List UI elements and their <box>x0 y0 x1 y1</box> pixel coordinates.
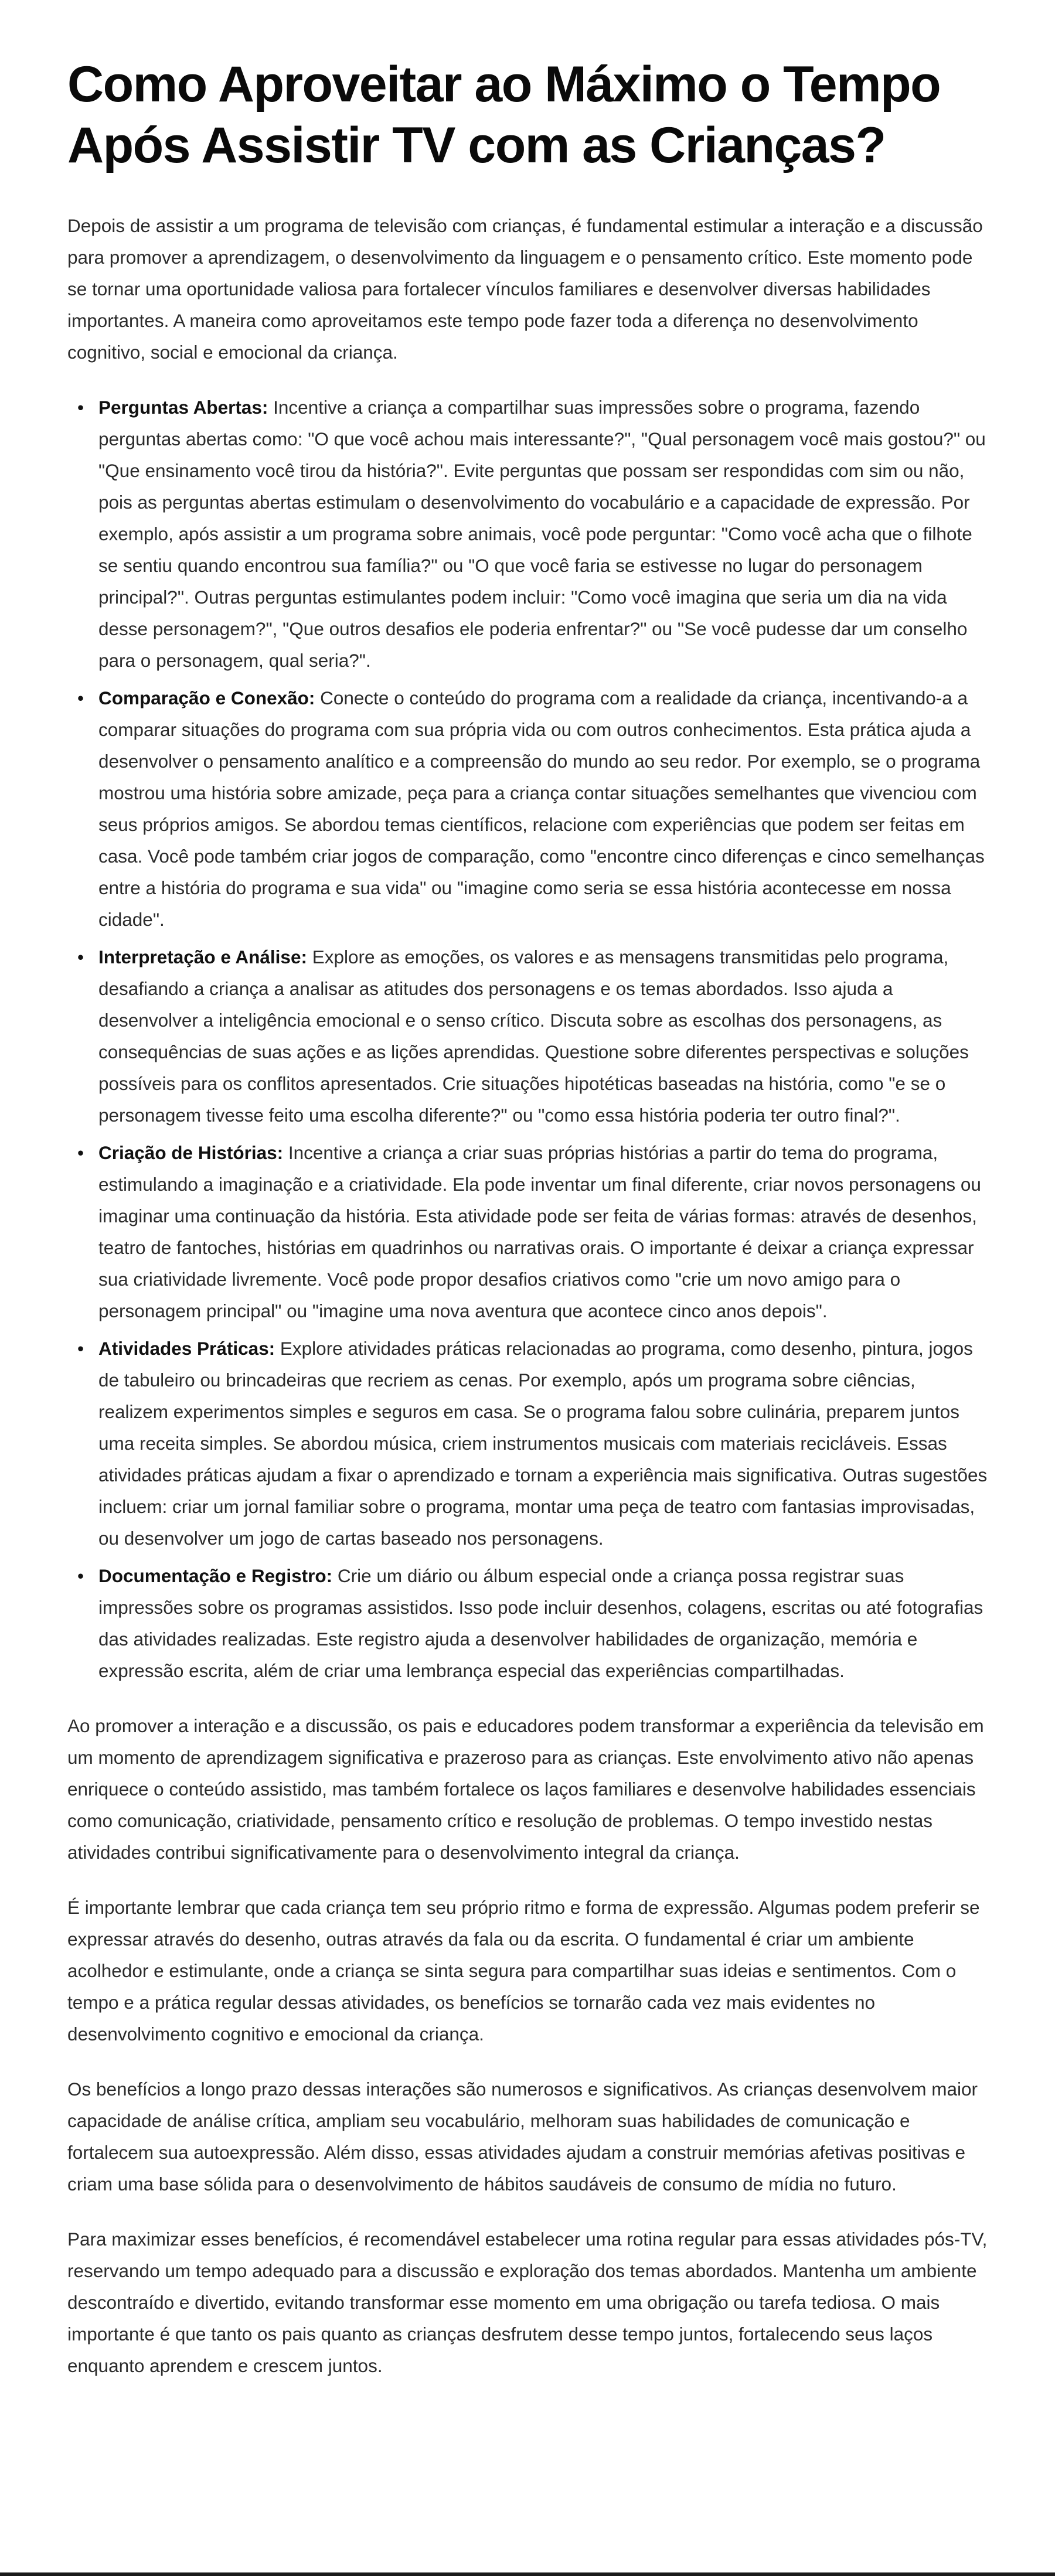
article <box>67 54 989 2405</box>
item-text: Explore atividades práticas relacionadas ao programa, como desenho, pintura, jogos de tabuleiro ou brincadeiras que recriem as cenas. Por exemplo, após um programa sobre ciências, realizem experimentos simples e seguros em casa. Se o programa falou sobre culinária, preparem juntos uma receita simples. Se abordou música, criem instrumentos musicais com materiais recicláveis. Essas atividades práticas ajudam a fixar o aprendizado e tornam a experiência mais significativa. Outras sugestões incluem: criar um jornal familiar sobre o programa, montar uma peça de teatro com fantasias improvisadas, ou desenvolver um jogo de cartas baseado nos personagens. <box>98 1338 988 1549</box>
item-text: Incentive a criança a compartilhar suas impressões sobre o programa, fazendo perguntas abertas como: "O que você achou mais interessante?", "Qual personagem você mais gostou?" ou "Que ensinamento você tirou da história?". Evite perguntas que possam ser respondidas com sim ou não, pois as perguntas abertas estimulam o desenvolvimento do vocabulário e a capacidade de expressão. Por exemplo, após assistir a um programa sobre animais, você pode perguntar: "Como você acha que o filhote se sentiu quando encontrou sua família?" ou "O que você faria se estivesse no lugar do personagem principal?". Outras perguntas estimulantes podem incluir: "Como você imagina que seria um dia na vida desse personagem?", "Que outros desafios ele poderia enfrentar?" ou "Se você pudesse dar um conselho para o personagem, qual seria?". <box>98 397 986 671</box>
item-label: Documentação e Registro: <box>98 1565 333 1586</box>
bottom-divider <box>0 2572 1055 2576</box>
list-item <box>77 1560 989 1686</box>
list-item <box>77 1333 989 1554</box>
bullet-icon: • <box>77 397 84 418</box>
list-item <box>77 682 989 935</box>
body-paragraph: Ao promover a interação e a discussão, os pais e educadores podem transformar a experiência da televisão em um momento de aprendizagem significativa e prazeroso para as crianças. Este envolvimento ativo não apenas enriquece o conteúdo assistido, mas também fortalece os laços familiares e desenvolve habilidades essenciais como comunicação, criatividade, pensamento crítico e resolução de problemas. O tempo investido nestas atividades contribui significativamente para o desenvolvimento integral da criança. <box>67 1715 984 1863</box>
item-label: Interpretação e Análise: <box>98 946 307 967</box>
intro-paragraph: Depois de assistir a um programa de televisão com crianças, é fundamental estimular a interação e a discussão para promover a aprendizagem, o desenvolvimento da linguagem e o pensamento crítico. Este momento pode se tornar uma oportunidade valiosa para fortalecer vínculos familiares e desenvolver diversas habilidades importantes. A maneira como aproveitamos este tempo pode fazer toda a diferença no desenvolvimento cognitivo, social e emocional da criança. <box>67 215 983 363</box>
bullet-icon: • <box>77 687 84 708</box>
list-item <box>77 391 989 676</box>
bullet-icon: • <box>77 1338 84 1359</box>
item-label: Comparação e Conexão: <box>98 687 315 708</box>
page-title: Como Aproveitar ao Máximo o Tempo Após Assistir TV com as Crianças? <box>67 56 941 173</box>
item-text: Incentive a criança a criar suas próprias histórias a partir do tema do programa, estimulando a imaginação e a criatividade. Ela pode inventar um final diferente, criar novos personagens ou imaginar uma continuação da história. Esta atividade pode ser feita de várias formas: através de desenhos, teatro de fantoches, histórias em quadrinhos ou narrativas orais. O importante é deixar a criança expressar sua criatividade livremente. Você pode propor desafios criativos como "crie um novo amigo para o personagem principal" ou "imagine uma nova aventura que acontece cinco anos depois". <box>98 1142 981 1321</box>
tips-list <box>67 391 989 1686</box>
item-text: Conecte o conteúdo do programa com a realidade da criança, incentivando-a a comparar situações do programa com sua própria vida ou com outros conhecimentos. Esta prática ajuda a desenvolver o pensamento analítico e a compreensão do mundo ao seu redor. Por exemplo, se o programa mostrou uma história sobre amizade, peça para a criança contar situações semelhantes que vivenciou com seus próprios amigos. Se abordou temas científicos, relacione com experiências que podem ser feitas em casa. Você pode também criar jogos de comparação, como "encontre cinco diferenças e cinco semelhanças entre a história do programa e sua vida" ou "imagine como seria se essa história acontecesse em nossa cidade". <box>98 687 985 930</box>
list-item <box>77 1137 989 1327</box>
bullet-icon: • <box>77 946 84 967</box>
item-text: Explore as emoções, os valores e as mensagens transmitidas pelo programa, desafiando a criança a analisar as atitudes dos personagens e os temas abordados. Isso ajuda a desenvolver a inteligência emocional e o senso crítico. Discuta sobre as escolhas dos personagens, as consequências de suas ações e as lições aprendidas. Questione sobre diferentes perspectivas e soluções possíveis para os conflitos apresentados. Crie situações hipotéticas baseadas na história, como "e se o personagem tivesse feito uma escolha diferente?" ou "como essa história poderia ter outro final?". <box>98 946 969 1126</box>
item-label: Perguntas Abertas: <box>98 397 268 418</box>
item-text: Crie um diário ou álbum especial onde a criança possa registrar suas impressões sobre os programas assistidos. Isso pode incluir desenhos, colagens, escritas ou até fotografias das atividades realizadas. Este registro ajuda a desenvolver habilidades de organização, memória e expressão escrita, além de criar uma lembrança especial das experiências compartilhadas. <box>98 1565 983 1681</box>
item-label: Atividades Práticas: <box>98 1338 275 1359</box>
body-paragraph: Para maximizar esses benefícios, é recomendável estabelecer uma rotina regular para essas atividades pós-TV, reservando um tempo adequado para a discussão e exploração dos temas abordados. Mantenha um ambiente descontraído e divertido, evitando transformar esse momento em uma obrigação ou tarefa tediosa. O mais importante é que tanto os pais quanto as crianças desfrutem desse tempo juntos, fortalecendo seus laços enquanto aprendem e crescem juntos. <box>67 2229 988 2376</box>
bullet-icon: • <box>77 1142 84 1163</box>
item-label: Criação de Histórias: <box>98 1142 284 1163</box>
bullet-icon: • <box>77 1565 84 1586</box>
list-item <box>77 941 989 1131</box>
body-paragraph: Os benefícios a longo prazo dessas interações são numerosos e significativos. As crianças desenvolvem maior capacidade de análise crítica, ampliam seu vocabulário, melhoram suas habilidades de comunicação e fortalecem sua autoexpressão. Além disso, essas atividades ajudam a construir memórias afetivas positivas e criam uma base sólida para o desenvolvimento de hábitos saudáveis de consumo de mídia no futuro. <box>67 2078 978 2195</box>
body-paragraph: É importante lembrar que cada criança tem seu próprio ritmo e forma de expressão. Algumas podem preferir se expressar através do desenho, outras através da fala ou da escrita. O fundamental é criar um ambiente acolhedor e estimulante, onde a criança se sinta segura para compartilhar suas ideias e sentimentos. Com o tempo e a prática regular dessas atividades, os benefícios se tornarão cada vez mais evidentes no desenvolvimento cognitivo e emocional da criança. <box>67 1897 980 2045</box>
